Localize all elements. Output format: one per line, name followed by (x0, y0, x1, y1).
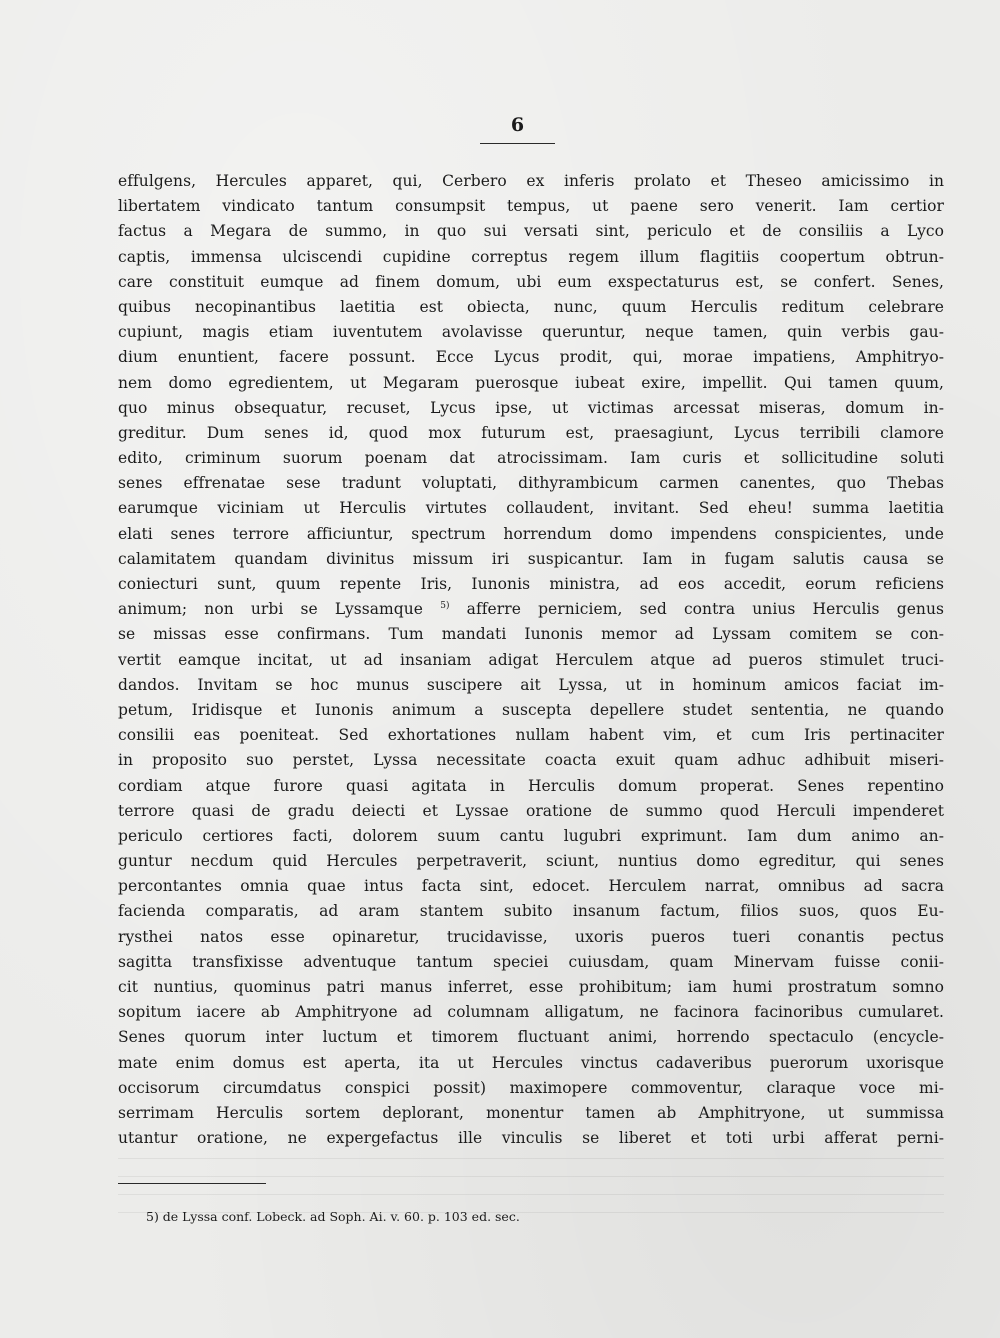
text-line: edito, criminum suorum poenam dat atrocissimam. Iam curis et sollicitudine soluti (118, 449, 944, 468)
page-number: 6 (510, 114, 525, 136)
text-line: mate enim domus est aperta, ita ut Hercules vinctus cadaveribus puerorum uxorisque (118, 1053, 944, 1072)
text-line: Senes quorum inter luctum et timorem fluctuant animi, horrendo spectaculo (encycle- (118, 1028, 944, 1047)
text-line: periculo certiores facti, dolorem suum cantu lugubri exprimunt. Iam dum animo an- (118, 826, 944, 845)
body-text (118, 169, 944, 1151)
page-number-rule (480, 143, 555, 144)
text-line: libertatem vindicato tantum consumpsit tempus, ut paene sero venerit. Iam certior (118, 197, 944, 216)
text-line: in proposito suo perstet, Lyssa necessitate coacta exuit quam adhuc adhibuit miseri- (118, 751, 944, 770)
text-line: terrore quasi de gradu deiecti et Lyssae oratione de summo quod Herculi impenderet (118, 801, 944, 820)
text-line: calamitatem quandam divinitus missum iri suspicantur. Iam in fugam salutis causa se (118, 549, 944, 568)
text-line (118, 597, 944, 622)
text-line: cit nuntius, quominus patri manus inferret, esse prohibitum; iam humi prostratum somno (118, 978, 944, 996)
text-fragment: animum; non urbi se Lyssamque (118, 600, 441, 619)
text-line: care constituit eumque ad finem domum, ubi eum exspectaturus est, se confert. Senes, (118, 272, 944, 291)
text-line: greditur. Dum senes id, quod mox futurum est, praesagiunt, Lycus terribili clamore (118, 423, 944, 442)
text-line: elati senes terrore afficiuntur, spectrum horrendum domo impendens conspicientes, unde (118, 524, 944, 543)
text-line: nem domo egredientem, ut Megaram puerosque iubeat exire, impellit. Qui tamen quum, (118, 373, 944, 392)
text-line: coniecturi sunt, quum repente Iris, Iunonis ministra, ad eos accedit, eorum reficiens (118, 575, 944, 593)
text-line: utantur oratione, ne expergefactus ille vinculis se liberet et toti urbi afferat perni- (118, 1129, 944, 1148)
footnote-marker: 5) (440, 601, 450, 612)
text-line: rysthei natos esse opinaretur, trucidavisse, uxoris pueros tueri conantis pectus (118, 927, 944, 946)
text-line: serrimam Herculis sortem deplorant, monentur tamen ab Amphitryone, ut summissa (118, 1103, 944, 1122)
text-line: captis, immensa ulciscendi cupidine correptus regem illum flagitiis coopertum obtrun- (118, 247, 944, 266)
text-line: percontantes omnia quae intus facta sint, edocet. Herculem narrat, omnibus ad sacra (118, 877, 944, 896)
text-line: cordiam atque furore quasi agitata in Herculis domum properat. Senes repentino (118, 776, 944, 795)
text-line: factus a Megara de summo, in quo sui versati sint, periculo et de consiliis a Lyco (118, 222, 944, 241)
text-line: vertit eamque incitat, ut ad insaniam adigat Herculem atque ad pueros stimulet truci- (118, 650, 944, 669)
text-line: se missas esse confirmans. Tum mandati Iunonis memor ad Lyssam comitem se con- (118, 625, 944, 644)
text-line: cupiunt, magis etiam iuventutem avolavisse queruntur, neque tamen, quin verbis gau- (118, 323, 944, 342)
text-line: dium enuntient, facere possunt. Ecce Lycus prodit, qui, morae impatiens, Amphitryo- (118, 348, 944, 367)
text-line: sopitum iacere ab Amphitryone ad columnam alligatum, ne facinora facinoribus cumularet. (118, 1003, 944, 1022)
text-line: sagitta transfixisse adventuque tantum speciei cuiusdam, quam Minervam fuisse conii- (118, 952, 944, 971)
text-line: facienda comparatis, ad aram stantem subito insanum factum, filios suos, quos Eu- (118, 902, 944, 921)
text-fragment: afferre perniciem, sed contra unius Herculis genus (449, 600, 944, 619)
text-line: petum, Iridisque et Iunonis animum a suscepta depellere studet sententia, ne quando (118, 700, 944, 719)
text-line: dandos. Invitam se hoc munus suscipere ait Lyssa, ut in hominum amicos faciat im- (118, 675, 944, 694)
text-line: quo minus obsequatur, recuset, Lycus ipse, ut victimas arcessat miseras, domum in- (118, 398, 944, 417)
footnote: 5) de Lyssa conf. Lobeck. ad Soph. Ai. v. 60. p. 103 ed. sec. (146, 1209, 520, 1224)
text-line: earumque viciniam ut Herculis virtutes collaudent, invitant. Sed eheu! summa laetitia (118, 499, 944, 518)
text-line: guntur necdum quid Hercules perpetraverit, sciunt, nuntius domo egreditur, qui senes (118, 852, 944, 871)
text-line: effulgens, Hercules apparet, qui, Cerbero ex inferis prolato et Theseo amicissimo in (118, 172, 944, 190)
footnote-rule (118, 1183, 266, 1184)
text-line: consilii eas poeniteat. Sed exhortationes nullam habent vim, et cum Iris pertinaciter (118, 726, 944, 745)
text-line: occisorum circumdatus conspici possit) maximopere commoventur, claraque voce mi- (118, 1078, 944, 1097)
text-line: senes effrenatae sese tradunt voluptati, dithyrambicum carmen canentes, quo Thebas (118, 474, 944, 493)
text-line: quibus necopinantibus laetitia est obiecta, nunc, quum Herculis reditum celebrare (118, 297, 944, 316)
